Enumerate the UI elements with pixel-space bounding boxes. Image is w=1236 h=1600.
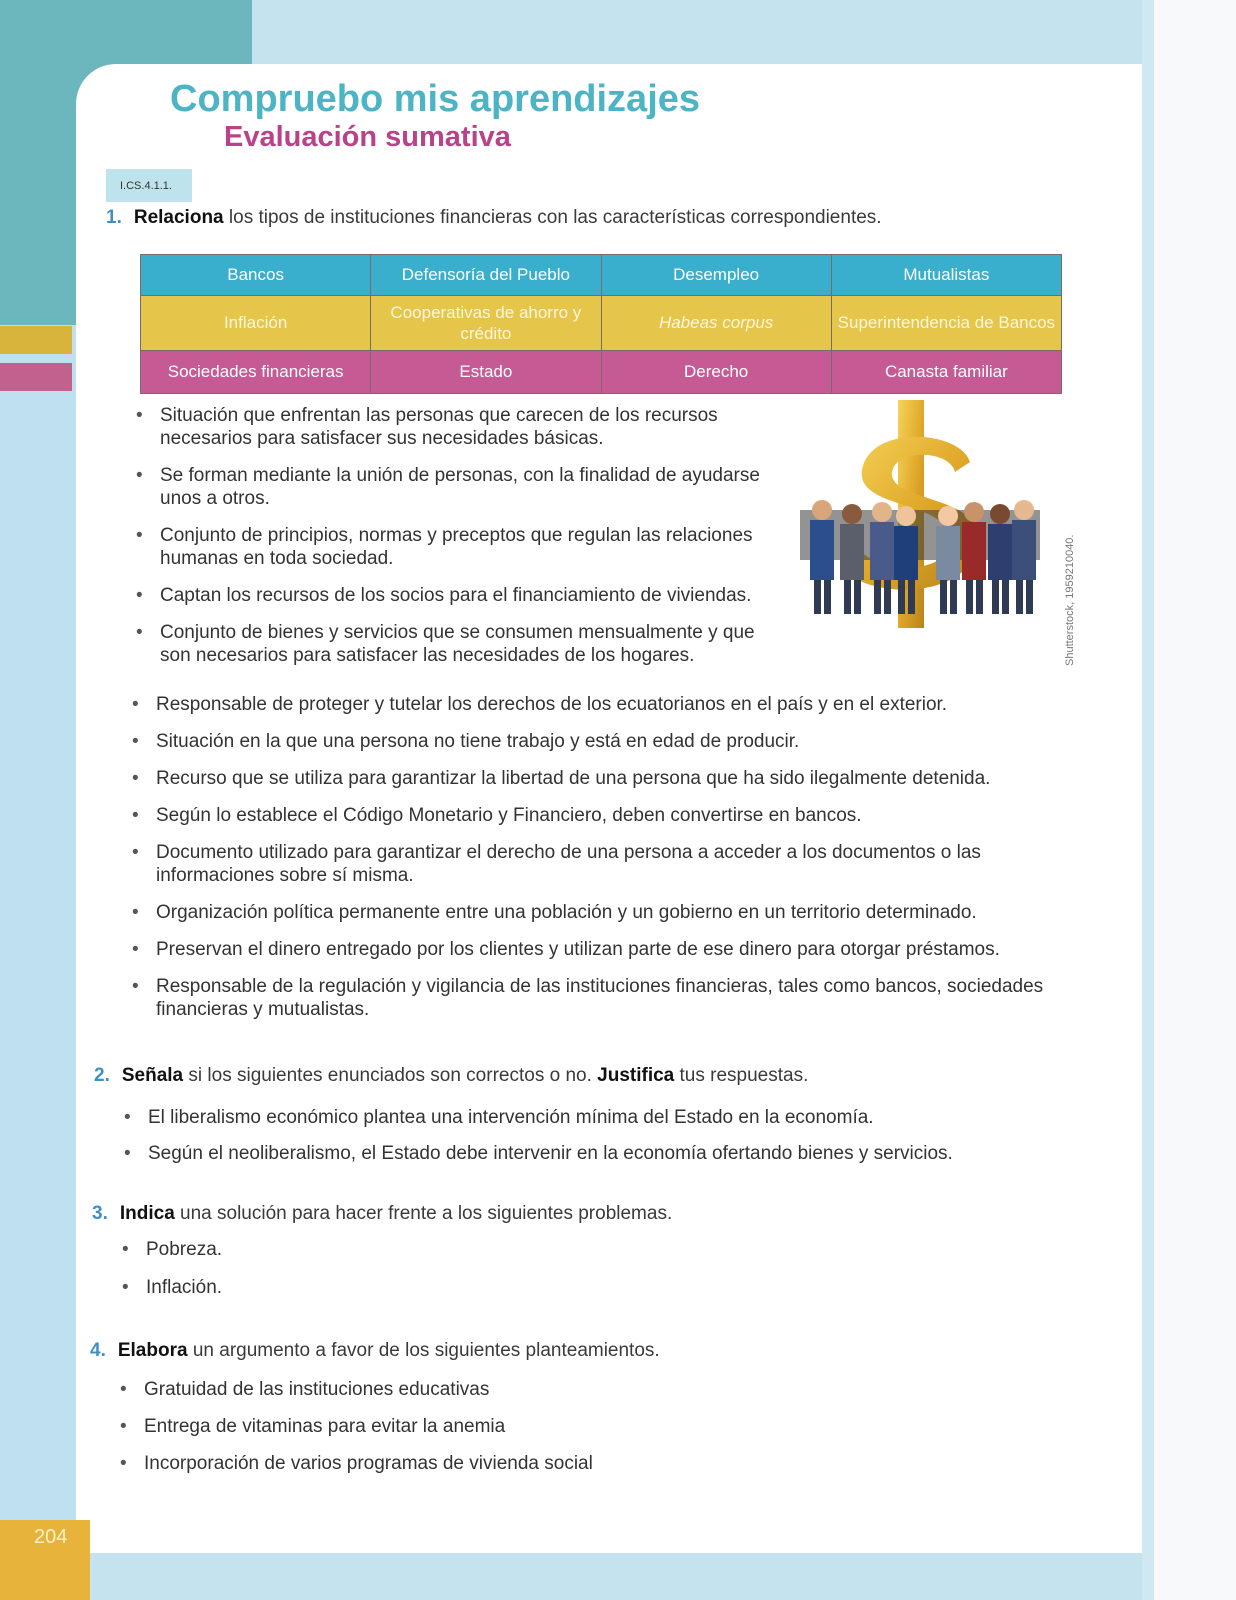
list-item: • Conjunto de bienes y servicios que se consumen mensualmente y que son necesarios para satisfacer las necesidades de los hogares.: [134, 621, 774, 667]
question-number: 4.: [90, 1340, 106, 1361]
question-verb: Indica: [119, 1203, 175, 1224]
indicator-code-badge: [106, 169, 192, 202]
list-item: • Preservan el dinero entregado por los clientes y utilizan parte de ese dinero para otorgar préstamos.: [130, 938, 1045, 961]
q4-list: [118, 1378, 1018, 1475]
table-row: [141, 255, 1062, 296]
term-cell: Habeas corpus: [601, 296, 831, 351]
pink-stripe: [0, 363, 72, 391]
list-item: • Captan los recursos de los socios para el financiamiento de viviendas.: [134, 584, 774, 607]
list-item: • Documento utilizado para garantizar el derecho de una persona a acceder a los documentos o las informaciones sobre sí misma.: [130, 841, 1045, 887]
question-verb-2: Justifica: [597, 1065, 675, 1086]
question-text: los tipos de instituciones financieras con las características correspondientes.: [223, 207, 882, 228]
q1-list-wide: [130, 693, 1045, 1021]
q3-list: [120, 1238, 1020, 1299]
list-item: • Recurso que se utiliza para garantizar la libertad de una persona que ha sido ilegalmente detenida.: [130, 767, 1045, 790]
term-cell: Desempleo: [601, 255, 831, 296]
list-item: • Incorporación de varios programas de vivienda social: [118, 1452, 1018, 1475]
question-text: si los siguientes enunciados son correctos o no.: [183, 1065, 598, 1086]
question-1: [106, 207, 882, 229]
question-verb: Relaciona: [133, 207, 224, 228]
term-cell: Inflación: [141, 296, 371, 351]
term-cell: Superintendencia de Bancos: [831, 296, 1061, 351]
right-blue-band: [1142, 0, 1154, 1600]
list-item: • Responsable de proteger y tutelar los derechos de los ecuatorianos en el país y en el exterior.: [130, 693, 1045, 716]
dollar-people-illustration: [800, 400, 1040, 640]
list-item: • Entrega de vitaminas para evitar la anemia: [118, 1415, 1018, 1438]
page-number: 204: [34, 1526, 68, 1548]
page-subtitle: Evaluación sumativa: [224, 121, 511, 153]
term-cell: Derecho: [601, 351, 831, 394]
question-verb: Elabora: [117, 1340, 188, 1361]
question-text-2: tus respuestas.: [674, 1065, 809, 1086]
list-item: • Según lo establece el Código Monetario y Financiero, deben convertirse en bancos.: [130, 804, 1045, 827]
term-cell: Cooperativas de ahorro y crédito: [371, 296, 601, 351]
list-item: • Pobreza.: [120, 1238, 1020, 1261]
list-item: • Inflación.: [120, 1276, 1020, 1299]
question-text: un argumento a favor de los siguientes planteamientos.: [187, 1340, 660, 1361]
table-row: [141, 296, 1062, 351]
terms-table: [140, 254, 1062, 394]
list-item: • Organización política permanente entre una población y un gobierno en un territorio determinado.: [130, 901, 1045, 924]
yellow-stripe: [0, 326, 72, 354]
indicator-code: I.CS.4.1.1.: [120, 179, 172, 192]
question-4: [90, 1340, 660, 1362]
list-item: • El liberalismo económico plantea una intervención mínima del Estado en la economía.: [122, 1106, 1022, 1129]
list-item: • Situación que enfrentan las personas que carecen de los recursos necesarios para satisfacer sus necesidades básicas.: [134, 404, 774, 450]
table-row: [141, 351, 1062, 394]
question-text: una solución para hacer frente a los siguientes problemas.: [174, 1203, 673, 1224]
term-cell: Defensoría del Pueblo: [371, 255, 601, 296]
question-number: 2.: [94, 1065, 110, 1086]
list-item: • Responsable de la regulación y vigilancia de las instituciones financieras, tales como bancos, sociedades financieras y mutualistas.: [130, 975, 1045, 1021]
page-title: Compruebo mis aprendizajes: [170, 78, 701, 120]
question-verb: Señala: [121, 1065, 184, 1086]
question-number: 1.: [106, 207, 122, 228]
image-credit: Shutterstock, 1959210040.: [1064, 534, 1076, 666]
term-cell: Canasta familiar: [831, 351, 1061, 394]
list-item: • Conjunto de principios, normas y preceptos que regulan las relaciones humanas en toda sociedad.: [134, 524, 774, 570]
term-cell: Mutualistas: [831, 255, 1061, 296]
question-3: [92, 1203, 672, 1225]
q1-list-narrow: [134, 404, 774, 667]
question-number: 3.: [92, 1203, 108, 1224]
list-item: • Gratuidad de las instituciones educativas: [118, 1378, 1018, 1401]
question-2: [94, 1065, 808, 1087]
bottom-blue-band: [76, 1553, 1142, 1600]
left-blue-band: [0, 325, 76, 1520]
term-cell: Bancos: [141, 255, 371, 296]
list-item: • Se forman mediante la unión de personas, con la finalidad de ayudarse unos a otros.: [134, 464, 774, 510]
q2-list: [122, 1106, 1022, 1165]
list-item: • Según el neoliberalismo, el Estado debe intervenir en la economía ofertando bienes y servicios.: [122, 1142, 1022, 1165]
list-item: • Situación en la que una persona no tiene trabajo y está en edad de producir.: [130, 730, 1045, 753]
term-cell: Sociedades financieras: [141, 351, 371, 394]
term-cell: Estado: [371, 351, 601, 394]
